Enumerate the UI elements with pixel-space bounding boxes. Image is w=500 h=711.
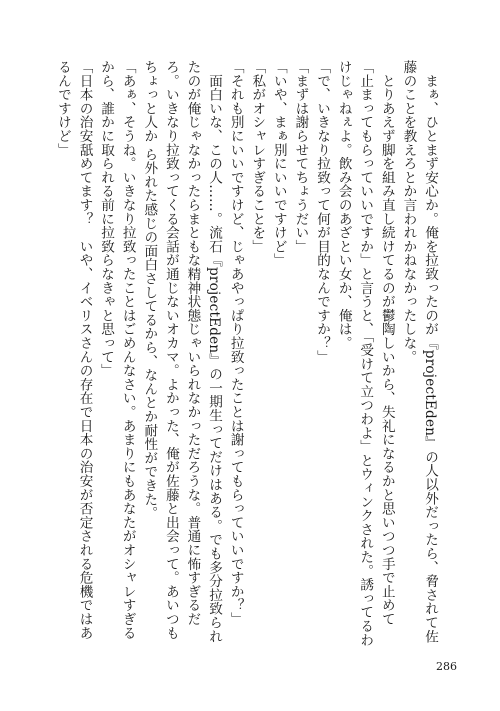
text-line: とりあえず脚を組み直し続けてるのが鬱陶しいから、失礼になるかと思いつつ手で止めて「止まってもらっていいですか」と言うと、「受けて立つわよ」とウィンクされた。誘ってるわけじゃねぇよ。飲み会のあざとい女か、俺は。 — [335, 60, 395, 647]
text-line: 「で、いきなり拉致って何が目的なんですか？」 — [314, 60, 331, 364]
page-number: 286 — [436, 660, 457, 673]
text-line: 「私がオシャレすぎることを」 — [249, 60, 266, 254]
vertical-text-block — [45, 60, 440, 650]
text-line: 「いや、まぁ別にいいですけど」 — [270, 60, 287, 267]
text-line: 面白いな、この人……。流石『projectEden』の一期生ってだけはある。でも多分拉致られたのが俺じゃなかったらまともな精神状態じゃいられなかっただろうな。普通に怖すぎるだろ。いきなり拉致ってくる会話が通じないオカマ。よかった、俺が佐藤と出会って。あいつもちょっと人か ら外れた感じの面白さしてるから、なんとか耐性ができた。 — [141, 60, 223, 644]
text-line: まぁ、ひとまず安心か。俺を拉致ったのが『projectEden』の人以外だったら、脅されて佐藤のことを教えろとか言われかねなかったしな。 — [400, 60, 438, 644]
text-line: 「まずは謝らせてちょうだい」 — [292, 60, 309, 254]
text-line: 「あぁ、そうね。いきなり拉致ったことはごめんなさい。あまりにもあなたがオシャレすぎるから、誰かに取られる前に拉致らなきゃと思って」 — [98, 60, 136, 640]
text-line: 「それも別にいいですけど、じゃあやっぱり拉致ったことは謝ってもらっていいですか？」 — [227, 60, 244, 626]
text-line: 「日本の治安舐めてます？ いや、イベリスさんの存在で日本の治安が否定される危機ではあるんですけど」 — [54, 60, 93, 640]
